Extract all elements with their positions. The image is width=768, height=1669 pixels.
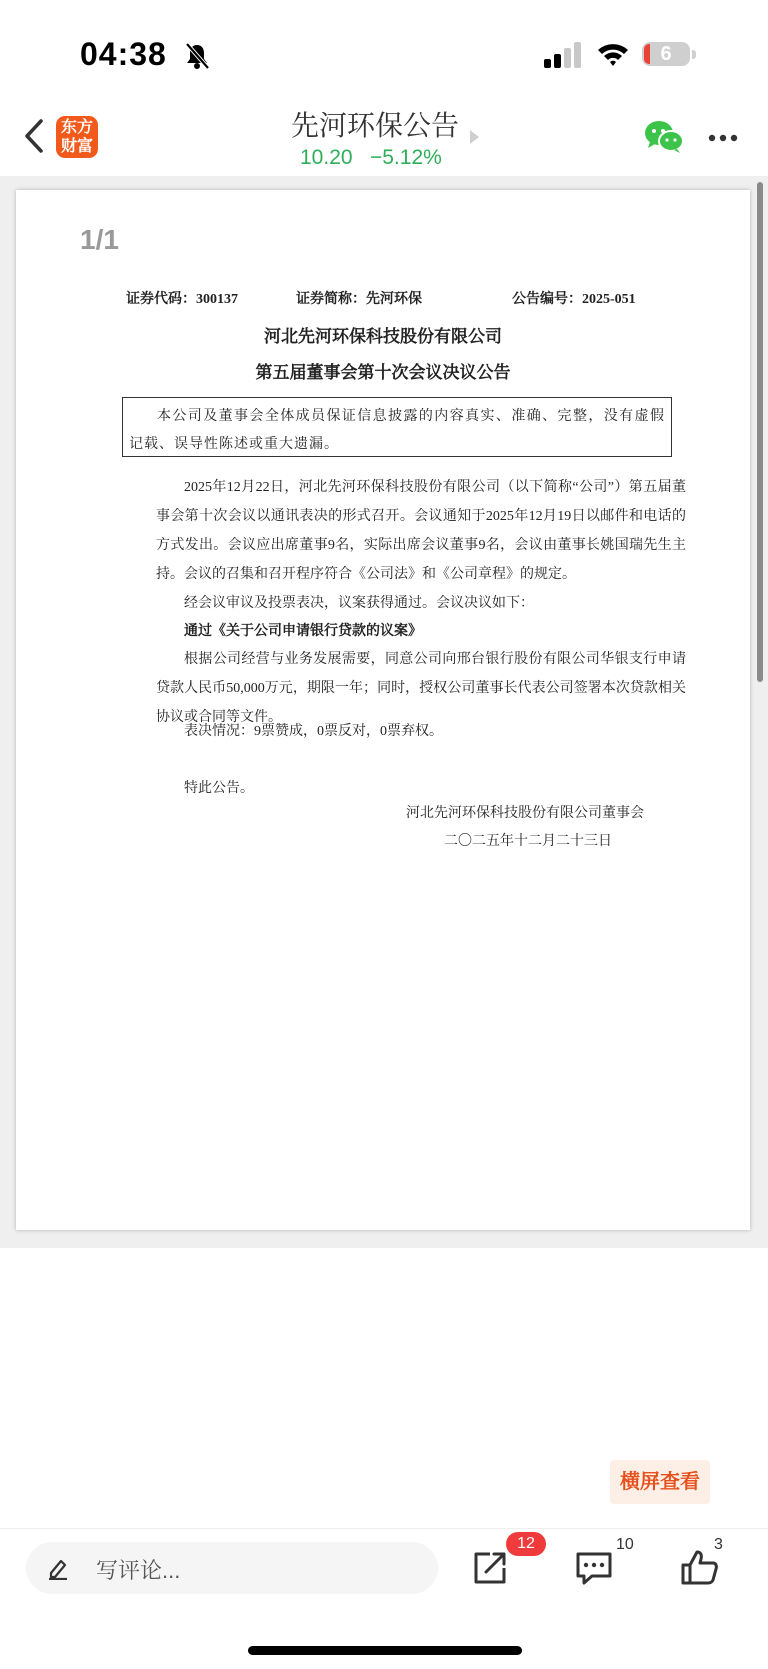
wechat-share-icon[interactable] (644, 120, 684, 154)
app-logo: 东方 财富 (56, 116, 98, 158)
company-name: 河北先河环保科技股份有限公司 (264, 327, 502, 346)
comment-input[interactable] (26, 1542, 438, 1594)
paragraph-vote-intro: 经会议审议及投票表决，议案获得通过。会议决议如下： (184, 596, 534, 611)
status-time: 04:38 (80, 36, 167, 72)
closing-text: 特此公告。 (184, 781, 254, 796)
status-bar (0, 0, 768, 100)
back-chevron-icon[interactable] (22, 116, 46, 156)
resolution-title: 通过《关于公司申请银行贷款的议案》 (184, 624, 422, 639)
disclaimer-box: 本公司及董事会全体成员保证信息披露的内容真实、准确、完整，没有虚假记载、误导性陈述或重大遗漏。 (122, 397, 672, 457)
stock-change: −5.12% (370, 146, 442, 169)
wifi-icon (596, 40, 630, 68)
cellular-signal-icon (544, 42, 584, 68)
nav-bar (0, 100, 768, 176)
paragraph-meeting: 2025年12月22日，河北先河环保科技股份有限公司（以下简称“公司”）第五届董事会第十次会议以通讯表决的形式召开。会议通知于2025年12月19日以邮件和电话的方式发出。会议应出席董事9名，实际出席会议董事9名，会议由董事长姚国瑞先生主持。会议的召集和召开程序符合《公司法》和《公司章程》的规定。 (156, 480, 686, 582)
stock-price: 10.20 (300, 146, 353, 169)
landscape-view-button[interactable]: 横屏查看 (610, 1460, 710, 1504)
like-count: 3 (714, 1536, 723, 1553)
paragraph-loan: 根据公司经营与业务发展需要，同意公司向邢台银行股份有限公司华银支行申请贷款人民币50,000万元，期限一年；同时，授权公司董事长代表公司签署本次贷款相关协议或合同等文件。 (156, 652, 686, 725)
share-icon[interactable] (470, 1548, 510, 1588)
play-triangle-icon[interactable] (470, 130, 479, 144)
bell-muted-icon (184, 42, 210, 70)
vote-result: 表决情况：9票赞成，0票反对，0票弃权。 (184, 724, 443, 739)
comment-count: 10 (616, 1536, 634, 1553)
signature-company: 河北先河环保科技股份有限公司董事会 (406, 806, 644, 821)
share-count-badge: 12 (506, 1532, 546, 1556)
thumbs-up-icon[interactable] (680, 1548, 720, 1588)
security-short-name: 证券简称：先河环保 (296, 292, 422, 307)
document-viewer[interactable] (0, 176, 768, 1248)
home-indicator[interactable] (248, 1646, 522, 1655)
pencil-icon (46, 1556, 70, 1580)
announcement-title: 第五届董事会第十次会议决议公告 (255, 363, 511, 382)
page-indicator: 1/1 (80, 224, 119, 255)
more-options-icon[interactable] (708, 134, 738, 142)
security-code: 证券代码：300137 (126, 292, 238, 307)
bottom-divider (0, 1528, 768, 1529)
comment-placeholder: 写评论... (96, 1558, 181, 1583)
comment-bubble-icon[interactable] (574, 1548, 614, 1588)
scrollbar-thumb[interactable] (757, 182, 763, 682)
page-title: 先河环保公告 (290, 110, 459, 141)
announcement-number: 公告编号：2025-051 (512, 292, 636, 307)
battery-indicator (642, 42, 696, 68)
document-page (16, 190, 750, 1230)
signature-date: 二〇二五年十二月二十三日 (444, 834, 612, 849)
battery-level: 6 (660, 43, 672, 65)
